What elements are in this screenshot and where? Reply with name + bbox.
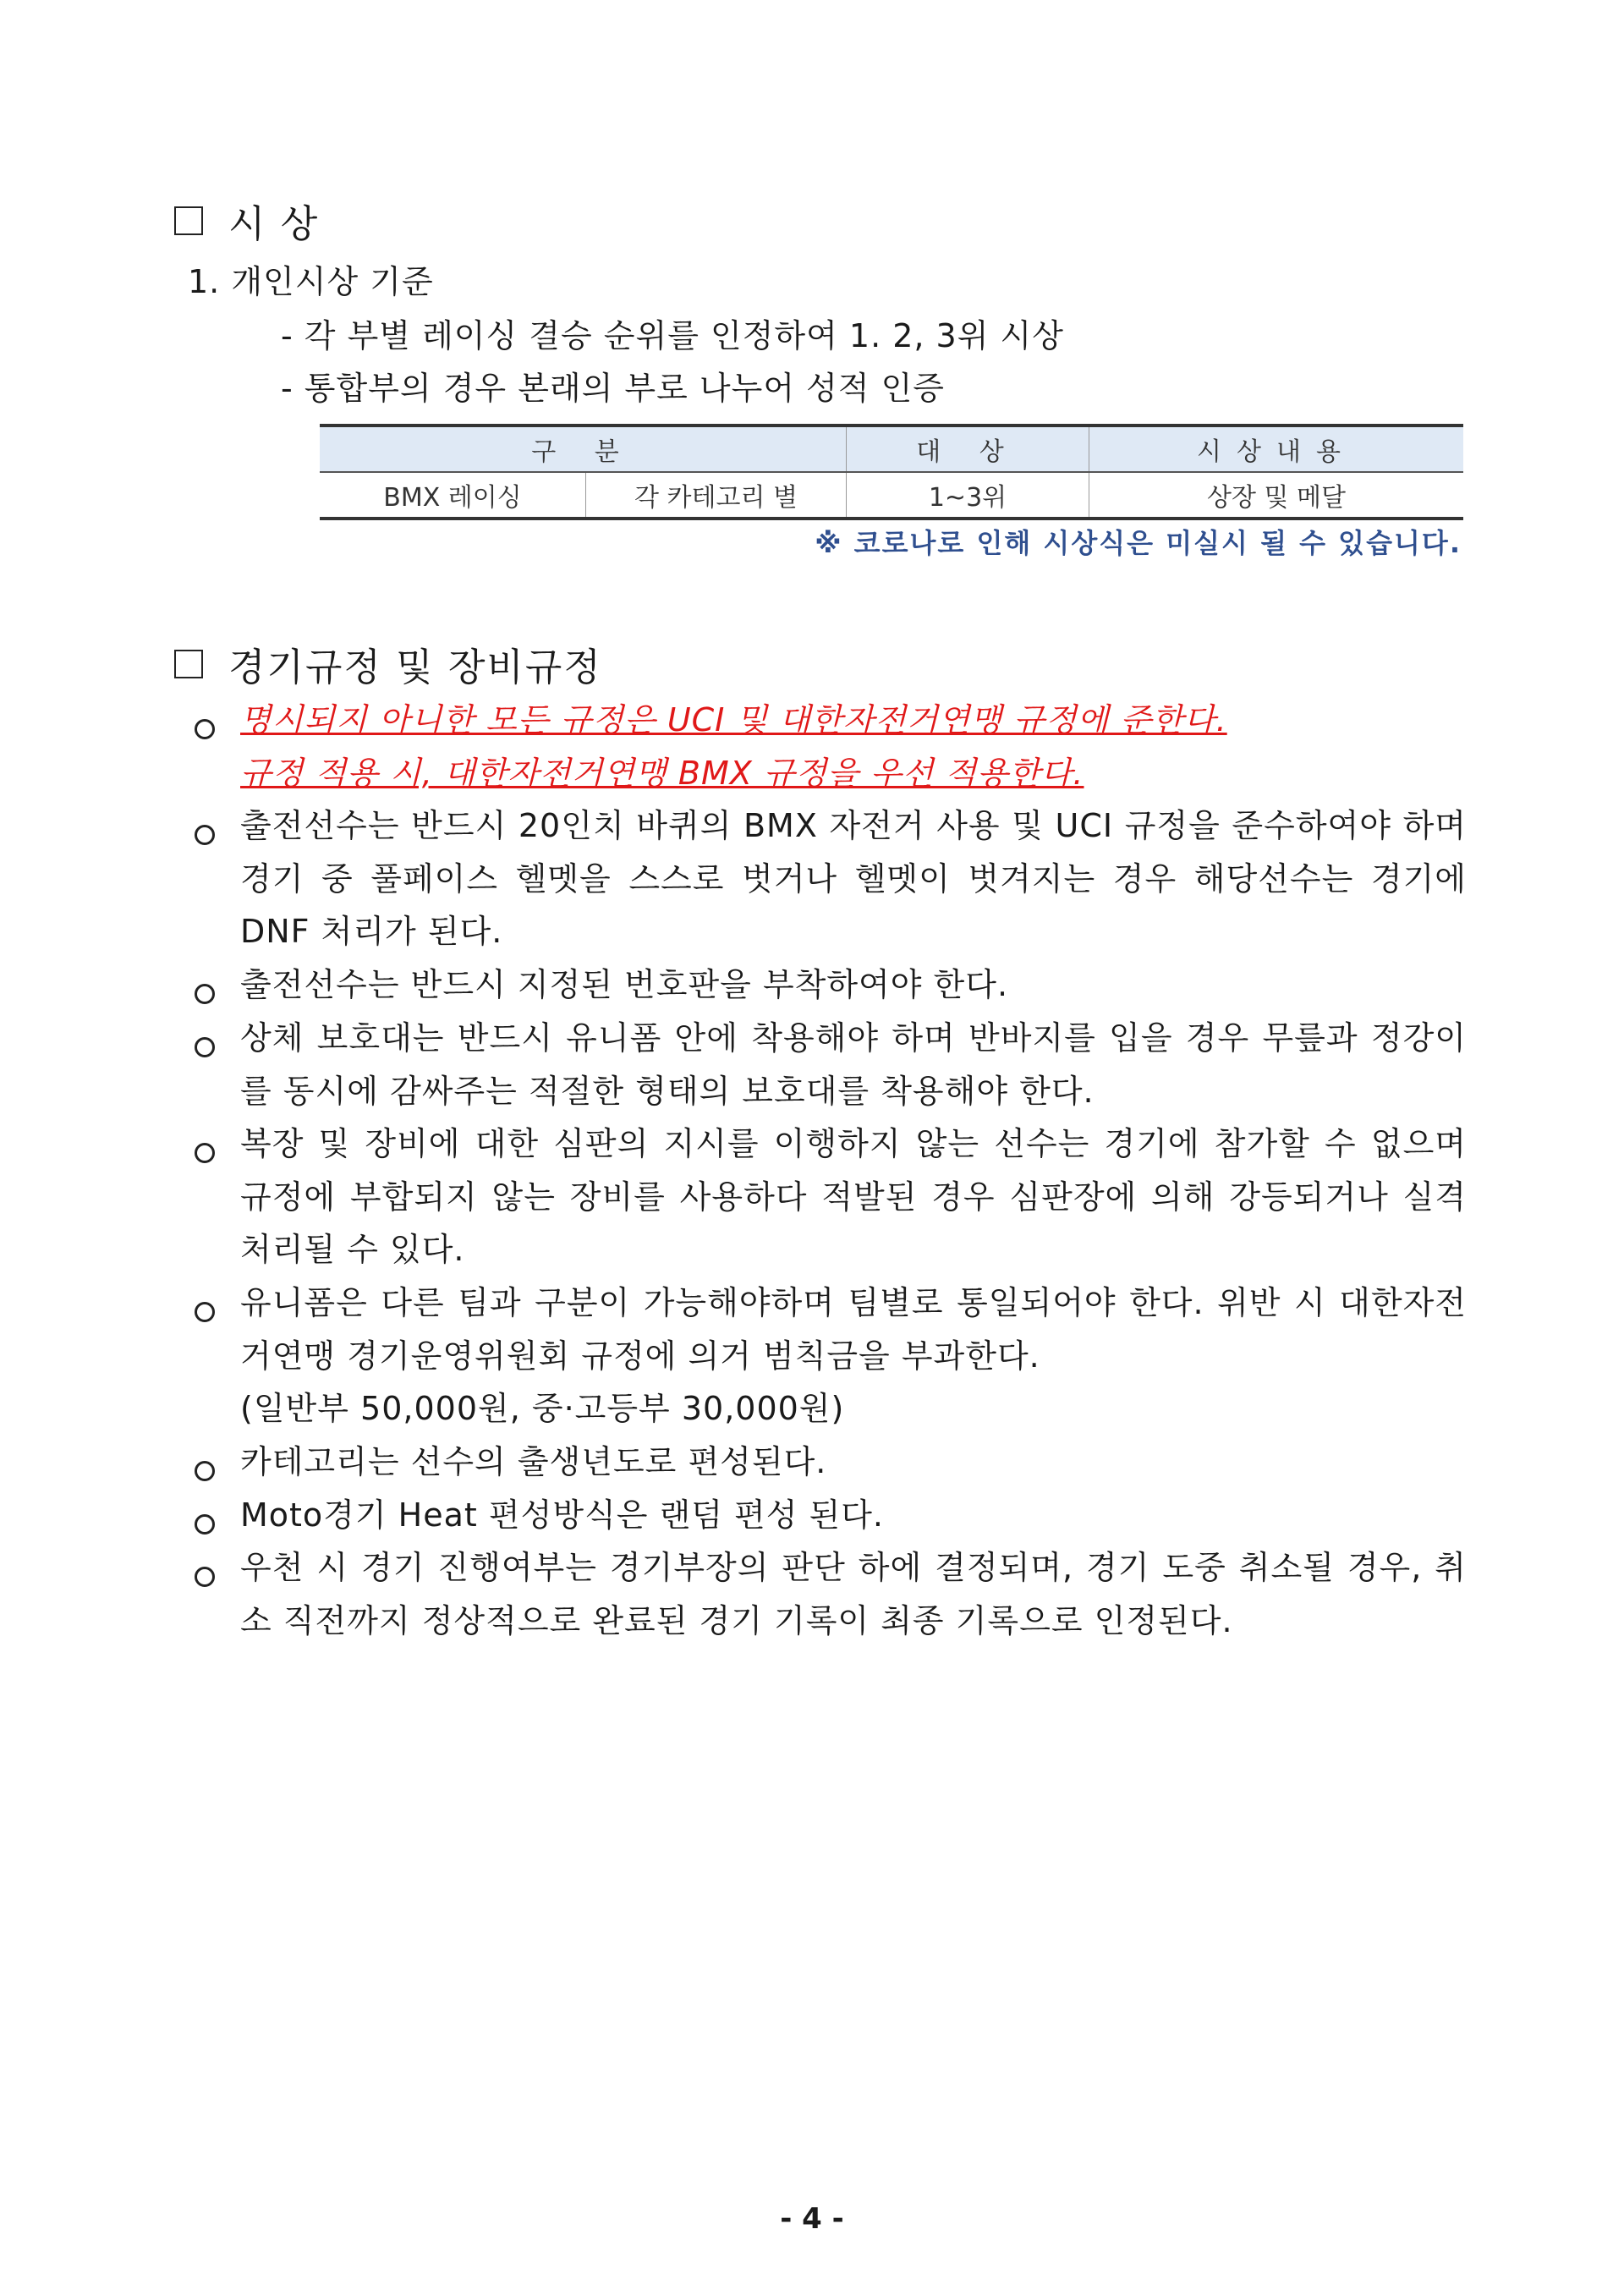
list-item-individual-award: 1. 개인시상 기준	[188, 263, 434, 300]
page-number: - 4 -	[780, 2202, 844, 2236]
column-header: 시상내용	[1089, 426, 1464, 472]
section-title: 시 상	[228, 201, 320, 246]
table-cell: 각 카테고리 별	[586, 472, 847, 519]
table-cell: BMX 레이싱	[320, 472, 586, 519]
rule-paragraph: 유니폼은 다른 팀과 구분이 가능해야하며 팀별로 통일되어야 한다. 위반 시 대한자전거연맹 경기운영위원회 규정에 의거 범칙금을 부과한다. (일반부 50,000원, 중·고등부 30,000원)	[240, 1284, 1467, 1427]
bullet-circle-icon	[195, 1028, 215, 1065]
column-header: 대 상	[847, 426, 1089, 472]
column-header: 구 분	[320, 426, 847, 472]
bullet-circle-icon	[195, 1134, 215, 1171]
section-title: 경기규정 및 장비규정	[228, 645, 602, 689]
notice-text: ※ 코로나로 인해 시상식은 미실시 될 수 있습니다.	[815, 527, 1462, 559]
bullet-circle-icon	[195, 1293, 215, 1330]
section-heading-award	[174, 193, 319, 248]
rule-paragraph-priority: 명시되지 아니한 모든 규정은 UCI 및 대한자전거연맹 규정에 준한다. 규정 적용 시, 대한자전거연맹 BMX 규정을 우선 적용한다.	[240, 701, 1227, 792]
rule-paragraph: 우천 시 경기 진행여부는 경기부장의 판단 하에 결정되며, 경기 도중 취소될 경우, 취소 직전까지 정상적으로 완료된 경기 기록이 최종 기록으로 인정된다.	[240, 1549, 1467, 1639]
rule-paragraph: 카테고리는 선수의 출생년도로 편성된다.	[240, 1443, 827, 1480]
bullet-circle-icon	[195, 1505, 215, 1542]
checkbox-square-icon	[174, 206, 203, 235]
bullet-circle-icon	[195, 815, 215, 853]
table-row	[320, 472, 1463, 519]
table-cell: 1~3위	[847, 472, 1089, 519]
bullet-circle-icon	[195, 975, 215, 1012]
bullet-circle-icon	[195, 710, 215, 747]
rule-paragraph: Moto경기 Heat 편성방식은 랜덤 편성 된다.	[240, 1496, 885, 1534]
rule-paragraph: 복장 및 장비에 대한 심판의 지시를 이행하지 않는 선수는 경기에 참가할 수 없으며 규정에 부합되지 않는 장비를 사용하다 적발된 경우 심판장에 의해 강등되거나 실격 처리될 수 있다.	[240, 1125, 1467, 1268]
table-header-row	[320, 426, 1463, 472]
sub-item: - 통합부의 경우 본래의 부로 나누어 성적 인증	[281, 370, 946, 407]
rule-paragraph: 출전선수는 반드시 20인치 바퀴의 BMX 자전거 사용 및 UCI 규정을 준수하여야 하며 경기 중 풀페이스 헬멧을 스스로 벗거나 헬멧이 벗겨지는 경우 해당선수는 경기에 DNF 처리가 된다.	[240, 807, 1467, 950]
rule-paragraph: 출전선수는 반드시 지정된 번호판을 부착하여야 한다.	[240, 966, 1009, 1003]
bullet-circle-icon	[195, 1557, 215, 1595]
sub-item: - 각 부별 레이싱 결승 순위를 인정하여 1. 2, 3위 시상	[281, 317, 1064, 354]
checkbox-square-icon	[174, 650, 203, 678]
section-heading-rules	[174, 636, 602, 691]
bullet-circle-icon	[195, 1452, 215, 1489]
table-cell: 상장 및 메달	[1089, 472, 1464, 519]
rule-paragraph: 상체 보호대는 반드시 유니폼 안에 착용해야 하며 반바지를 입을 경우 무릎과 정강이를 동시에 감싸주는 적절한 형태의 보호대를 착용해야 한다.	[240, 1019, 1467, 1110]
award-table	[320, 424, 1463, 520]
